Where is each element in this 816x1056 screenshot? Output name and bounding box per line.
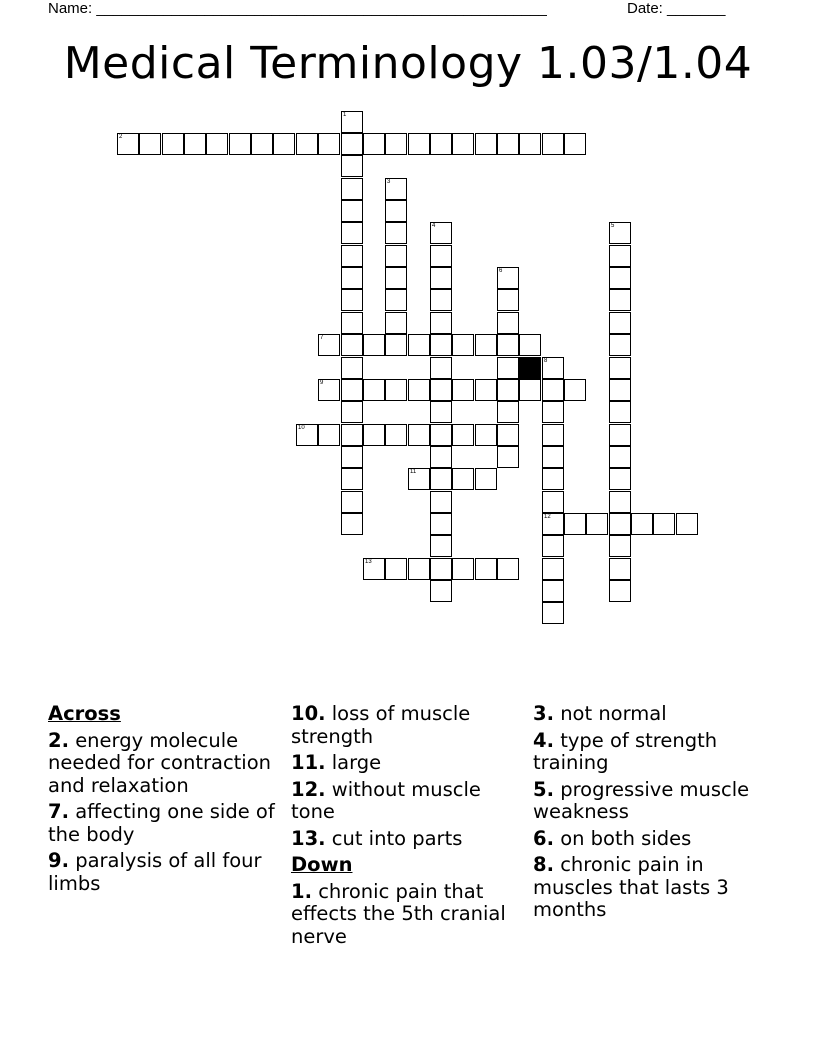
crossword-cell[interactable] — [341, 133, 363, 155]
crossword-cell[interactable] — [452, 379, 474, 401]
crossword-cell[interactable] — [430, 424, 452, 446]
crossword-cell[interactable] — [341, 468, 363, 490]
crossword-cell[interactable] — [519, 334, 541, 356]
crossword-blocked-cell — [519, 357, 541, 379]
crossword-cell[interactable] — [363, 334, 385, 356]
crossword-cell[interactable] — [430, 379, 452, 401]
crossword-cell[interactable] — [497, 133, 519, 155]
clue-number: 9. — [48, 849, 69, 872]
crossword-cell[interactable] — [542, 513, 564, 535]
crossword-cell[interactable] — [430, 580, 452, 602]
crossword-cell[interactable] — [564, 513, 586, 535]
crossword-cell[interactable] — [542, 379, 564, 401]
crossword-cell[interactable] — [385, 222, 407, 244]
crossword-cell[interactable] — [385, 133, 407, 155]
crossword-cell[interactable] — [542, 401, 564, 423]
crossword-cell[interactable] — [519, 379, 541, 401]
crossword-cell[interactable] — [229, 133, 251, 155]
crossword-cell[interactable] — [385, 178, 407, 200]
crossword-cell[interactable] — [251, 133, 273, 155]
crossword-cell[interactable] — [296, 133, 318, 155]
crossword-cell[interactable] — [497, 558, 519, 580]
crossword-cell[interactable] — [475, 379, 497, 401]
crossword-cell[interactable] — [542, 491, 564, 513]
crossword-cell[interactable] — [318, 334, 340, 356]
crossword-cell[interactable] — [452, 468, 474, 490]
crossword-cell[interactable] — [609, 401, 631, 423]
crossword-cell[interactable] — [609, 222, 631, 244]
clue-text: chronic pain that effects the 5th cranial nerve — [291, 879, 506, 948]
crossword-cell[interactable] — [341, 111, 363, 133]
cell-number: 5 — [611, 223, 615, 229]
crossword-cell[interactable] — [341, 222, 363, 244]
crossword-cell[interactable] — [475, 424, 497, 446]
crossword-cell[interactable] — [430, 401, 452, 423]
clue-down-1 — [291, 881, 526, 949]
crossword-cell[interactable] — [430, 558, 452, 580]
crossword-cell[interactable] — [318, 379, 340, 401]
crossword-cell[interactable] — [609, 535, 631, 557]
crossword-cell[interactable] — [475, 334, 497, 356]
crossword-cell[interactable] — [385, 267, 407, 289]
crossword-cell[interactable] — [542, 468, 564, 490]
crossword-cell[interactable] — [497, 289, 519, 311]
clue-number: 2. — [48, 728, 69, 752]
crossword-cell[interactable] — [430, 491, 452, 513]
clue-number: 10. — [291, 702, 326, 725]
crossword-cell[interactable] — [609, 379, 631, 401]
crossword-cell[interactable] — [497, 401, 519, 423]
cell-number: 11 — [410, 469, 417, 475]
name-field-line: Name: ______________________________________________________ — [48, 0, 547, 17]
crossword-cell[interactable] — [586, 513, 608, 535]
clue-text: energy molecule needed for contraction and relaxation — [48, 728, 272, 797]
crossword-cell[interactable] — [475, 133, 497, 155]
crossword-cell[interactable] — [609, 468, 631, 490]
crossword-cell[interactable] — [609, 289, 631, 311]
crossword-cell[interactable] — [408, 424, 430, 446]
crossword-cell[interactable] — [452, 424, 474, 446]
crossword-cell[interactable] — [609, 334, 631, 356]
cell-number: 7 — [320, 335, 324, 341]
crossword-cell[interactable] — [341, 379, 363, 401]
clue-text: large — [331, 751, 382, 774]
crossword-cell[interactable] — [408, 468, 430, 490]
page-title: Medical Terminology 1.03/1.04 — [63, 38, 753, 89]
crossword-cell[interactable] — [341, 155, 363, 177]
crossword-cell[interactable] — [609, 513, 631, 535]
clue-across-12 — [291, 779, 526, 824]
crossword-cell[interactable] — [341, 424, 363, 446]
crossword-cell[interactable] — [206, 133, 228, 155]
crossword-cell[interactable] — [408, 558, 430, 580]
clue-across-7 — [48, 801, 283, 846]
cell-number: 9 — [320, 380, 324, 386]
crossword-cell[interactable] — [519, 133, 541, 155]
across-heading: Across — [48, 702, 121, 725]
crossword-cell[interactable] — [385, 312, 407, 334]
crossword-cell[interactable] — [564, 379, 586, 401]
crossword-cell[interactable] — [430, 133, 452, 155]
crossword-cell[interactable] — [542, 424, 564, 446]
crossword-cell[interactable] — [296, 424, 318, 446]
crossword-cell[interactable] — [385, 379, 407, 401]
crossword-cell[interactable] — [609, 446, 631, 468]
crossword-cell[interactable] — [609, 312, 631, 334]
clue-across-2 — [48, 730, 283, 798]
crossword-cell[interactable] — [117, 133, 139, 155]
crossword-cell[interactable] — [653, 513, 675, 535]
crossword-cell[interactable] — [676, 513, 698, 535]
clue-number: 5. — [533, 777, 554, 801]
clue-text: type of strength training — [533, 728, 718, 774]
clue-number: 7. — [48, 800, 69, 823]
crossword-cell[interactable] — [139, 133, 161, 155]
cell-number: 4 — [432, 223, 436, 229]
clue-down-8 — [533, 854, 768, 922]
crossword-cell[interactable] — [363, 133, 385, 155]
clue-number: 4. — [533, 728, 554, 752]
clue-text: progressive muscle weakness — [533, 777, 750, 823]
down-heading: Down — [291, 853, 353, 876]
crossword-cell[interactable] — [408, 379, 430, 401]
crossword-cell[interactable] — [609, 357, 631, 379]
clue-text: affecting one side of the body — [48, 800, 275, 846]
crossword-cell[interactable] — [497, 357, 519, 379]
crossword-cell[interactable] — [609, 580, 631, 602]
crossword-cell[interactable] — [497, 334, 519, 356]
date-field-line: Date: _______ — [627, 0, 726, 17]
crossword-cell[interactable] — [385, 334, 407, 356]
cell-number: 12 — [544, 514, 551, 520]
crossword-cell[interactable] — [497, 312, 519, 334]
crossword-cell[interactable] — [609, 558, 631, 580]
crossword-cell[interactable] — [341, 267, 363, 289]
crossword-cell[interactable] — [542, 558, 564, 580]
cell-number: 2 — [119, 134, 123, 140]
clue-text: paralysis of all four limbs — [48, 849, 262, 895]
crossword-cell[interactable] — [542, 357, 564, 379]
clue-text: without muscle tone — [291, 777, 481, 823]
crossword-cell[interactable] — [363, 558, 385, 580]
cell-number: 6 — [499, 268, 503, 274]
crossword-cell[interactable] — [363, 379, 385, 401]
clue-number: 12. — [291, 777, 326, 801]
crossword-cell[interactable] — [430, 357, 452, 379]
crossword-cell[interactable] — [341, 200, 363, 222]
cell-number: 13 — [365, 559, 372, 565]
crossword-cell[interactable] — [452, 334, 474, 356]
clue-down-3 — [533, 703, 768, 726]
crossword-cell[interactable] — [475, 558, 497, 580]
crossword-cell[interactable] — [497, 267, 519, 289]
crossword-cell[interactable] — [341, 401, 363, 423]
crossword-cell[interactable] — [273, 133, 295, 155]
crossword-cell[interactable] — [430, 222, 452, 244]
crossword-cell[interactable] — [497, 424, 519, 446]
crossword-cell[interactable] — [385, 558, 407, 580]
clue-number: 13. — [291, 826, 326, 850]
clue-across-11 — [291, 752, 526, 775]
cell-number: 10 — [298, 425, 305, 431]
cell-number: 8 — [544, 358, 548, 364]
crossword-cell[interactable] — [430, 446, 452, 468]
crossword-cell[interactable] — [341, 491, 363, 513]
clue-text: on both sides — [560, 826, 692, 850]
cell-number: 1 — [343, 112, 347, 118]
crossword-cell[interactable] — [564, 133, 586, 155]
crossword-cell[interactable] — [385, 200, 407, 222]
crossword-cell[interactable] — [184, 133, 206, 155]
crossword-cell[interactable] — [542, 133, 564, 155]
crossword-cell[interactable] — [609, 245, 631, 267]
crossword-cell[interactable] — [542, 446, 564, 468]
clue-text: not normal — [560, 702, 667, 725]
crossword-cell[interactable] — [430, 468, 452, 490]
crossword-cell[interactable] — [385, 289, 407, 311]
clue-text: loss of muscle strength — [291, 702, 471, 748]
crossword-cell[interactable] — [385, 424, 407, 446]
crossword-cell[interactable] — [430, 289, 452, 311]
crossword-cell[interactable] — [341, 357, 363, 379]
crossword-cell[interactable] — [430, 245, 452, 267]
crossword-cell[interactable] — [341, 334, 363, 356]
crossword-cell[interactable] — [408, 334, 430, 356]
crossword-cell[interactable] — [430, 535, 452, 557]
crossword-cell[interactable] — [452, 558, 474, 580]
crossword-cell[interactable] — [162, 133, 184, 155]
clue-number: 6. — [533, 826, 554, 850]
cell-number: 3 — [387, 179, 391, 185]
crossword-cell[interactable] — [341, 178, 363, 200]
crossword-cell[interactable] — [318, 133, 340, 155]
clue-across-10 — [291, 703, 526, 748]
crossword-cell[interactable] — [497, 379, 519, 401]
crossword-cell[interactable] — [341, 312, 363, 334]
clue-text: cut into parts — [331, 826, 463, 850]
crossword-cell[interactable] — [341, 245, 363, 267]
crossword-cell[interactable] — [452, 133, 474, 155]
crossword-cell[interactable] — [430, 267, 452, 289]
crossword-cell[interactable] — [385, 245, 407, 267]
crossword-cell[interactable] — [341, 513, 363, 535]
crossword-cell[interactable] — [430, 513, 452, 535]
clue-number: 11. — [291, 751, 326, 774]
clue-down-4 — [533, 730, 768, 775]
crossword-cell[interactable] — [631, 513, 653, 535]
crossword-cell[interactable] — [341, 446, 363, 468]
clue-across-13 — [291, 828, 526, 851]
crossword-cell[interactable] — [363, 424, 385, 446]
clue-across-9 — [48, 850, 283, 895]
crossword-cell[interactable] — [609, 424, 631, 446]
crossword-cell[interactable] — [542, 535, 564, 557]
crossword-cell[interactable] — [542, 602, 564, 624]
crossword-cell[interactable] — [430, 334, 452, 356]
crossword-cell[interactable] — [609, 267, 631, 289]
clue-column-1 — [48, 703, 283, 899]
crossword-cell[interactable] — [497, 446, 519, 468]
crossword-cell[interactable] — [542, 580, 564, 602]
clue-number: 3. — [533, 702, 554, 725]
crossword-cell[interactable] — [430, 312, 452, 334]
crossword-cell[interactable] — [475, 468, 497, 490]
clue-text: chronic pain in muscles that lasts 3 months — [533, 853, 729, 921]
clue-column-3 — [533, 703, 768, 926]
clue-number: 8. — [533, 853, 554, 876]
crossword-cell[interactable] — [318, 424, 340, 446]
crossword-cell[interactable] — [408, 133, 430, 155]
crossword-cell[interactable] — [609, 491, 631, 513]
clue-number: 1. — [291, 879, 312, 903]
clue-down-5 — [533, 779, 768, 824]
crossword-cell[interactable] — [341, 289, 363, 311]
clue-down-6 — [533, 828, 768, 851]
clue-column-2 — [291, 703, 526, 952]
